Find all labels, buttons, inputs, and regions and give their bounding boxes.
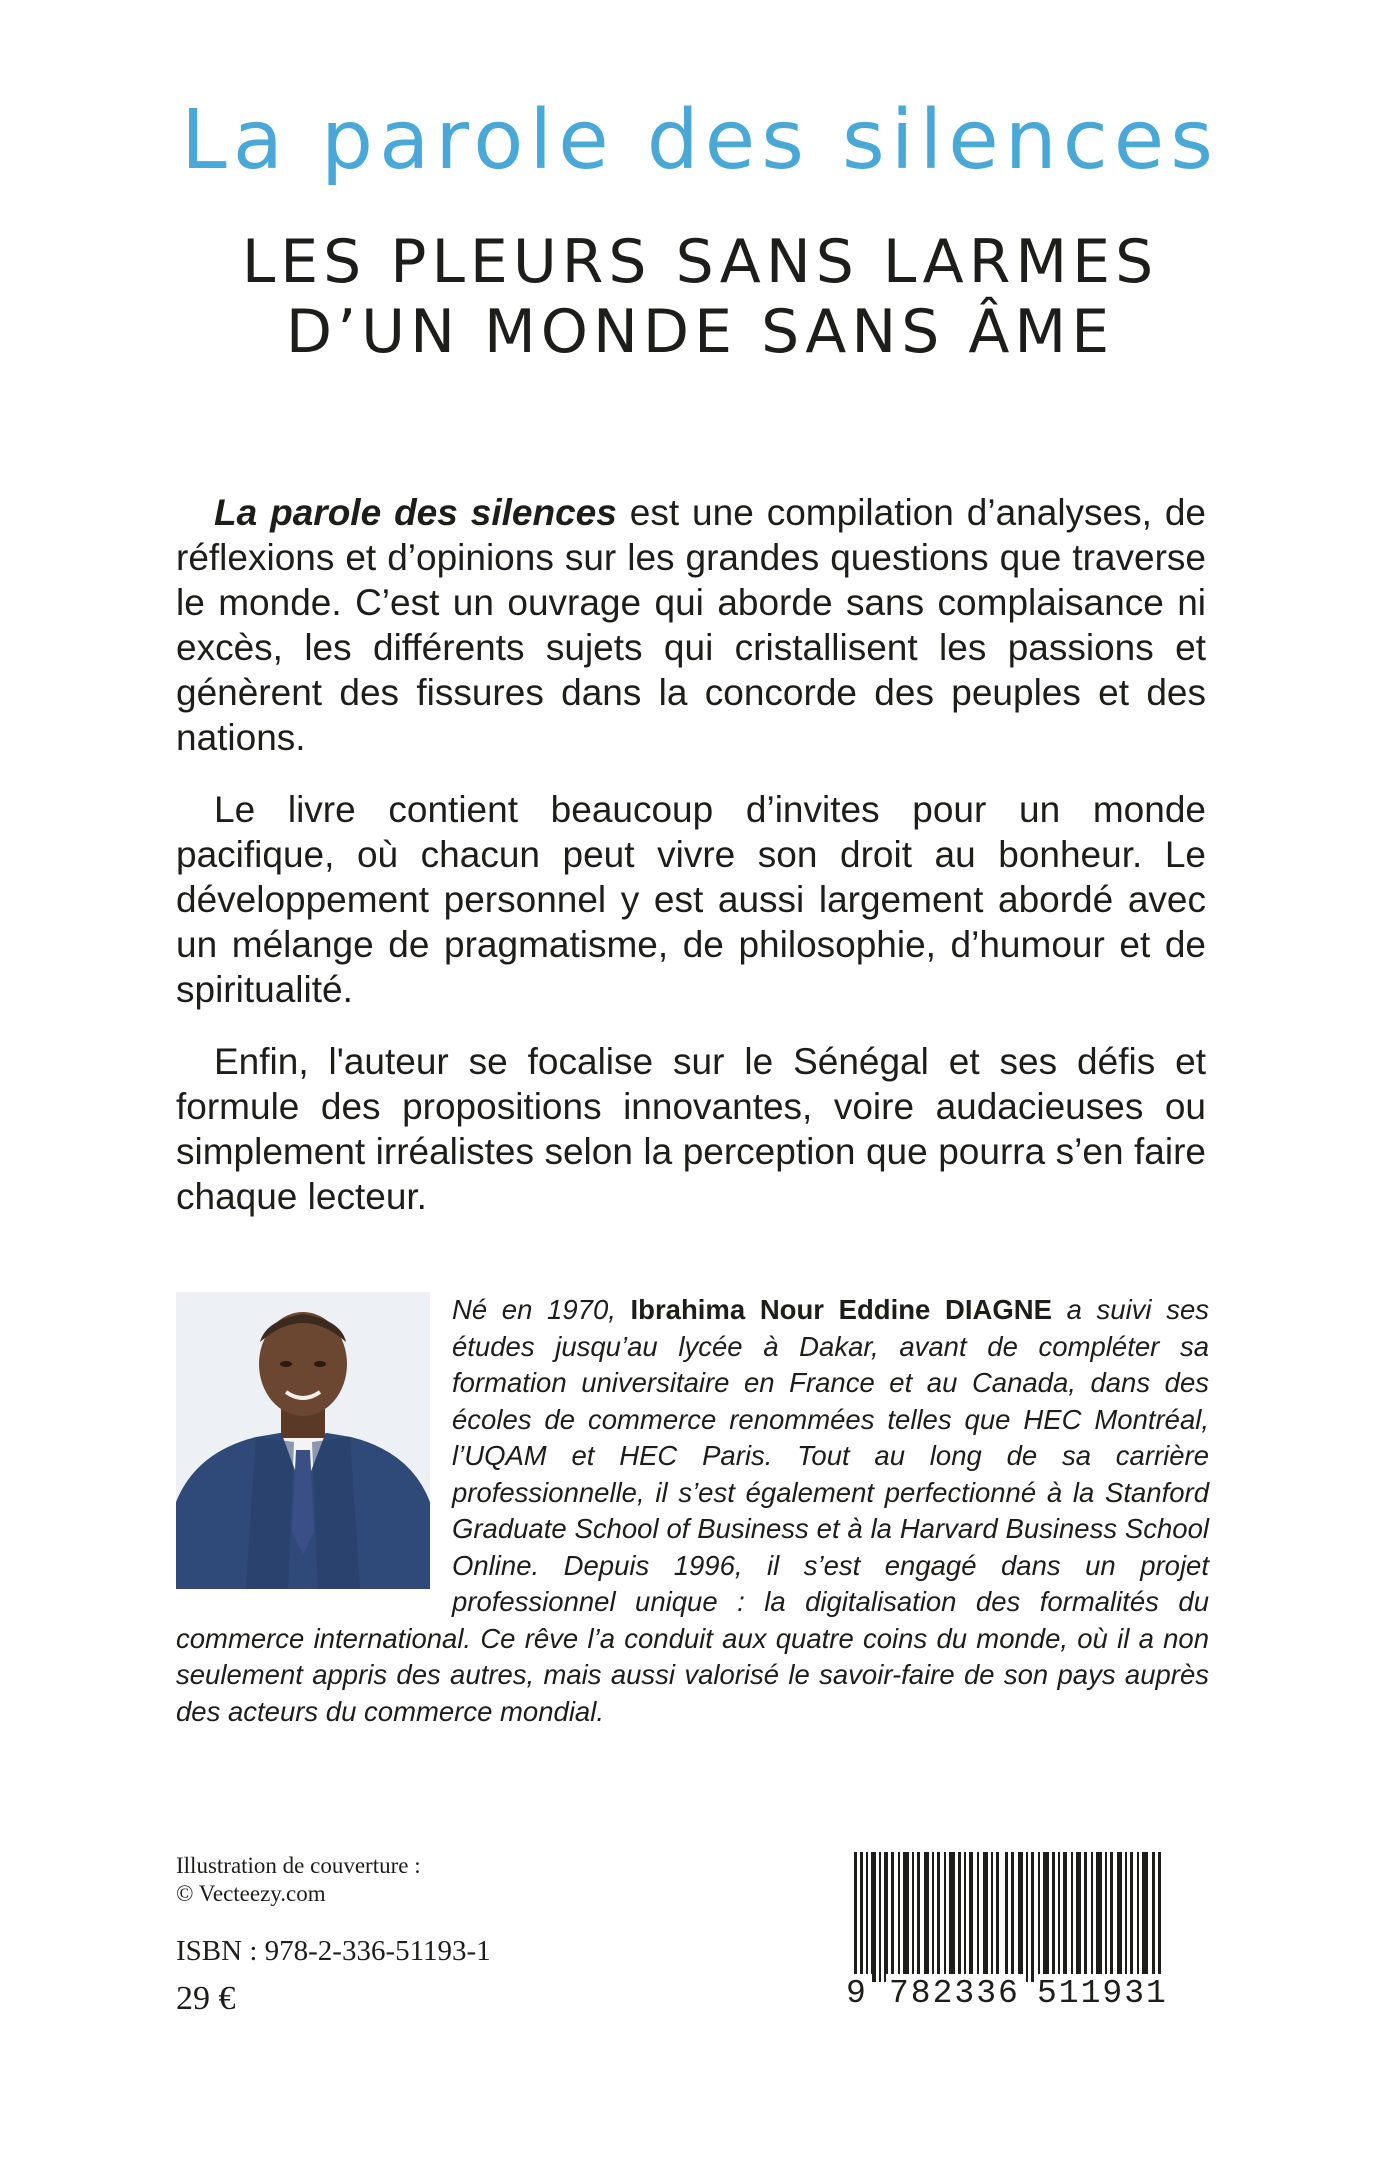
- bio-lead: Né en 1970,: [452, 1294, 631, 1325]
- blurb-paragraph-1-text: est une compilation d’analyses, de réflexions et d’opinions sur les grandes questions que traverse le monde. C’est un ouvrage qui aborde sans complaisance ni excès, les différents sujets qui cristallisent les passions et génèrent des fissures dans la concorde des peuples et des nations.: [176, 492, 1207, 758]
- author-name: Ibrahima Nour Eddine DIAGNE: [630, 1294, 1052, 1325]
- blurb: [176, 490, 1206, 1246]
- blurb-paragraph-1: [176, 490, 1206, 760]
- price: 29 €: [176, 1980, 236, 2017]
- credits-line-2: © Vecteezy.com: [176, 1881, 326, 1906]
- bio-text: a suivi ses études jusqu’au lycée à Dakar, avant de compléter sa formation universitaire en France et au Canada, dans des écoles de commerce renommées telles que HEC Montréal, l’UQAM et HEC Paris. Tout au long de sa carrière professionnelle, il s’est également perfectionné à la Stanford Graduate School of Business et à la Harvard Business School Online. Depuis 1996, il s’est engagé dans un projet professionnel unique : la digitalisation des formalités du commerce international. Ce rêve l’a conduit aux quatre coins du monde, où il a non seulement appris des autres, mais aussi valorisé le savoir-faire de son pays auprès des acteurs du commerce mondial.: [176, 1294, 1209, 1727]
- blurb-title-emphasis: La parole des silences: [214, 492, 617, 533]
- blurb-paragraph-3: Enfin, l'auteur se focalise sur le Sénégal et ses défis et formule des propositions innovantes, voire audacieuses ou simplement irréalistes selon la perception que pourra s’en faire chaque lecteur.: [176, 1041, 1206, 1217]
- cover-credits: [176, 1852, 421, 1908]
- barcode-digit-first: 9: [846, 1974, 872, 2014]
- author-photo: [176, 1292, 430, 1589]
- subtitle-line-1: LES PLEURS SANS LARMES: [241, 227, 1159, 297]
- isbn: ISBN : 978-2-336-51193-1: [176, 1935, 491, 1967]
- subtitle-line-2: D’UN MONDE SANS ÂME: [285, 297, 1115, 367]
- barcode: [846, 1852, 1182, 2017]
- author-bio: [176, 1292, 1209, 1730]
- blurb-paragraph-2: Le livre contient beaucoup d’invites pour un monde pacifique, où chacun peut vivre son droit au bonheur. Le développement personnel y est aussi largement abordé avec un mélange de pragmatisme, de philosophie, d’humour et de spiritualité.: [176, 789, 1206, 1010]
- barcode-digits-group-1: 782336: [886, 1974, 1023, 2014]
- barcode-digits-group-2: 511931: [1034, 1974, 1171, 2014]
- credits-line-1: Illustration de couverture :: [176, 1853, 421, 1878]
- book-title: La parole des silences: [181, 93, 1219, 188]
